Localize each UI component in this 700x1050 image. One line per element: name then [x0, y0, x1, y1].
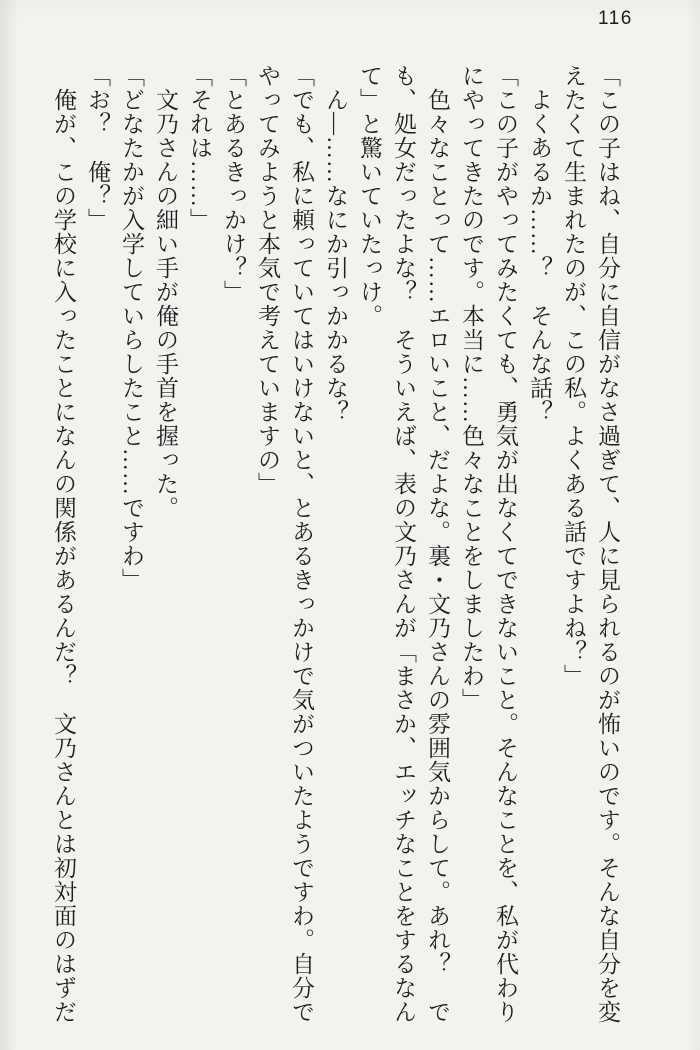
- text-line: 「それは……」: [187, 64, 212, 232]
- text-line: 「でも、私に頼っていてはいけないと、とあるきっかけで気がついたようですわ。自分で: [289, 64, 314, 1024]
- page-number: 116: [598, 8, 633, 29]
- text-line: 文乃さんの細い手が俺の手首を握った。: [153, 64, 178, 520]
- text-line: にやってきたのです。本当に……色々なことをしましたわ」: [459, 64, 484, 712]
- text-line: ん―……なにか引っかかるな？: [323, 64, 348, 424]
- text-line: て」と驚いていたっけ。: [357, 64, 382, 328]
- text-line: 「この子がやってみたくても、勇気が出なくてできないこと。そんなことを、私が代わり: [493, 64, 518, 1024]
- text-line: 「この子はね、自分に自信がなさ過ぎて、人に見られるのが怖いのです。そんな自分を変: [595, 64, 620, 1024]
- text-line: えたくて生まれたのが、この私。よくある話ですよね？」: [561, 64, 586, 688]
- body-text: [46, 64, 624, 1036]
- text-line: やってみようと本気で考えていますの」: [255, 64, 280, 496]
- text-line: よくあるか……？ そんな話？: [527, 64, 552, 424]
- text-line: 俺が、この学校に入ったことになんの関係があるんだ？ 文乃さんとは初対面のはずだ: [51, 64, 76, 1024]
- text-line: 「どなたかが入学していらしたこと……ですわ」: [119, 64, 144, 592]
- text-line: も、処女だったよな？ そういえば、表の文乃さんが「まさか、エッチなことをするなん: [391, 64, 416, 1024]
- text-line: 「お？ 俺？」: [85, 64, 110, 232]
- text-line: 「とあるきっかけ？」: [221, 64, 246, 304]
- text-line: 色々なことって……エロいこと、だよな。裏・文乃さんの雰囲気からして。あれ？ で: [425, 64, 450, 1024]
